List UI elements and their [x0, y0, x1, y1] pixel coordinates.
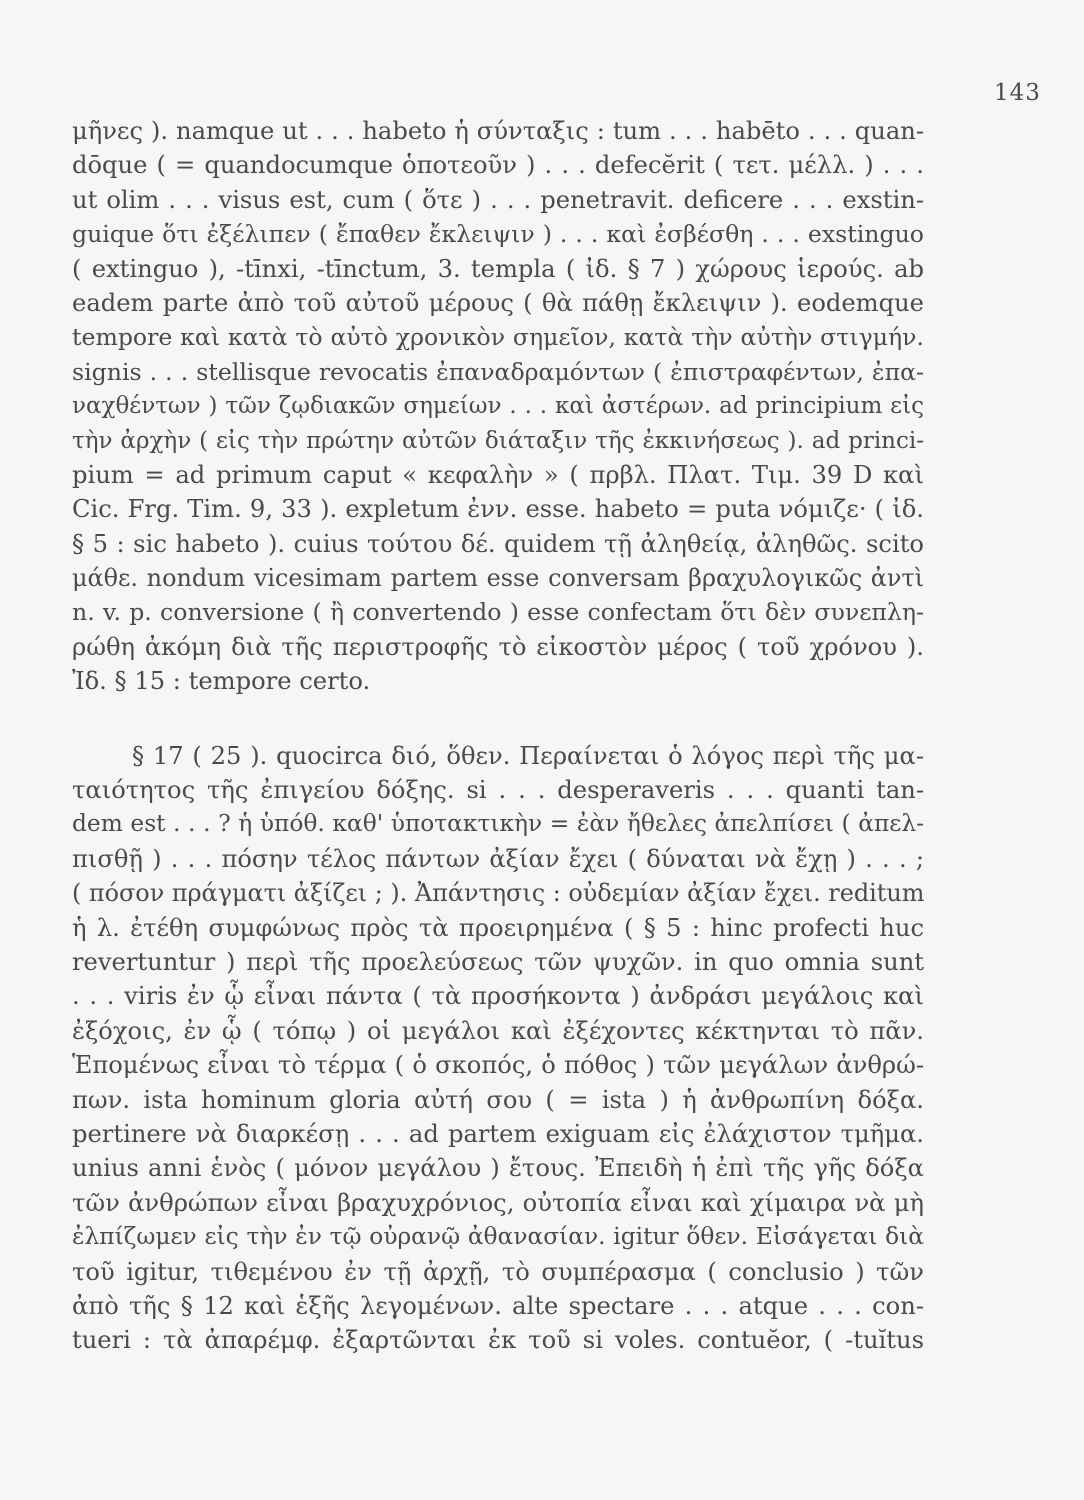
text-line: dem est . . . ? ἡ ὑπόθ. καθ' ὑποτακτικὴν = ἐὰν ἤθελες ἀπελπίσει ( ἀπελ-: [72, 810, 924, 838]
text-line: . . . viris ἐν ᾧ εἶναι πάντα ( τὰ προσήκοντα ) ἀνδράσι μεγάλοις καὶ: [72, 982, 924, 1011]
text-line: eadem parte ἀπὸ τοῦ αὐτοῦ μέρους ( θὰ πάθῃ ἔκλειψιν ). eodemque: [72, 288, 924, 317]
paragraph-1: [72, 114, 924, 699]
text-line: § 5 : sic habeto ). cuius τούτου δέ. quidem τῇ ἀληθείᾳ, ἀληθῶς. scito: [72, 529, 924, 558]
text-line: signis . . . stellisque revocatis ἐπαναδραμόντων ( ἐπιστραφέντων, ἐπα-: [72, 357, 924, 386]
text-line: unius anni ἑνὸς ( μόνον μεγάλου ) ἔτους. Ἐπειδὴ ἡ ἐπὶ τῆς γῆς δόξα: [72, 1154, 924, 1183]
text-line: τοῦ igitur, τιθεμένου ἐν τῇ ἀρχῇ, τὸ συμπέρασμα ( conclusio ) τῶν: [72, 1257, 924, 1286]
text-line: Ἑπομένως εἶναι τὸ τέρμα ( ὁ σκοπός, ὁ πόθος ) τῶν μεγάλων ἀνθρώ-: [72, 1051, 924, 1080]
text-line: ἐξόχοις, ἐν ᾧ ( τόπῳ ) οἱ μεγάλοι καὶ ἐξέχοντες κέκτηνται τὸ πᾶν.: [72, 1016, 924, 1045]
text-line: Cic. Frg. Tim. 9, 33 ). expletum ἐνν. esse. habeto = puta νόμιζε· ( ἰδ.: [72, 495, 924, 524]
text-line: ἐλπίζωμεν εἰς τὴν ἐν τῷ οὐρανῷ ἀθανασίαν. igitur ὅθεν. Εἰσάγεται διὰ: [72, 1223, 924, 1251]
text-line: § 17 ( 25 ). quocirca διό, ὅθεν. Περαίνεται ὁ λόγος περὶ τῆς μα-: [132, 741, 924, 770]
text-line: dōque ( = quandocumque ὁποτεοῦν ) . . . defecĕrit ( τετ. μέλλ. ) . . .: [72, 151, 924, 180]
page-number: 143: [994, 80, 1041, 106]
commentary-text: [72, 114, 924, 1358]
text-line: ναχθέντων ) τῶν ζῳδιακῶν σημείων . . . καὶ ἀστέρων. ad principium εἰς: [72, 393, 924, 420]
text-line: tueri : τὰ ἀπαρέμφ. ἐξαρτῶνται ἐκ τοῦ si voles. contuĕor, ( -tuĭtus: [72, 1326, 924, 1355]
text-line: ( πόσον πράγματι ἀξίζει ; ). Ἀπάντησις : οὐδεμίαν ἀξίαν ἔχει. reditum: [72, 879, 925, 908]
text-line: πισθῇ ) . . . πόσην τέλος πάντων ἀξίαν ἔχει ( δύναται νὰ ἔχῃ ) . . . ;: [72, 844, 924, 873]
text-line: μάθε. nondum vicesimam partem esse conversam βραχυλογικῶς ἀντὶ: [72, 564, 924, 593]
text-line: πων. ista hominum gloria αὐτή σου ( = ista ) ἡ ἀνθρωπίνη δόξα.: [72, 1085, 924, 1114]
text-line: ρώθη ἀκόμη διὰ τῆς περιστροφῆς τὸ εἰκοστὸν μέρος ( τοῦ χρόνου ).: [72, 632, 924, 661]
paragraph-gap: [72, 699, 924, 739]
text-line: ἡ λ. ἐτέθη συμφώνως πρὸς τὰ προειρημένα ( § 5 : hinc profecti huc: [72, 913, 924, 942]
text-line: ut olim . . . visus est, cum ( ὅτε ) . . . penetravit. deficere . . . exstin-: [72, 185, 924, 214]
text-line: tempore καὶ κατὰ τὸ αὐτὸ χρονικὸν σημεῖον, κατὰ τὴν αὐτὴν στιγμήν.: [72, 323, 924, 352]
text-line: pium = ad primum caput « κεφαλὴν » ( πρβλ. Πλατ. Τιμ. 39 D καὶ: [72, 460, 924, 489]
text-line: Ἰδ. § 15 : tempore certo.: [72, 667, 371, 696]
text-line: guique ὅτι ἐξέλιπεν ( ἔπαθεν ἔκλειψιν ) . . . καὶ ἐσβέσθη . . . exstinguo: [72, 220, 924, 249]
paragraph-2: [72, 739, 924, 1358]
text-line: revertuntur ) περὶ τῆς προελεύσεως τῶν ψυχῶν. in quo omnia sunt: [72, 947, 924, 976]
text-line: pertinere νὰ διαρκέσῃ . . . ad partem exiguam εἰς ἐλάχιστον τμῆμα.: [72, 1119, 924, 1148]
text-line: ἀπὸ τῆς § 12 καὶ ἑξῆς λεγομένων. alte spectare . . . atque . . . con-: [72, 1291, 924, 1320]
text-line: τὴν ἀρχὴν ( εἰς τὴν πρώτην αὐτῶν διάταξιν τῆς ἐκκινήσεως ). ad princi-: [72, 427, 924, 454]
text-line: ταιότητος τῆς ἐπιγείου δόξης. si . . . desperaveris . . . quanti tan-: [72, 776, 924, 805]
text-line: τῶν ἀνθρώπων εἶναι βραχυχρόνιος, οὐτοπία εἶναι καὶ χίμαιρα νὰ μὴ: [72, 1188, 924, 1217]
text-line: ( extinguo ), -tīnxi, -tīnctum, 3. templa ( ἰδ. § 7 ) χώρους ἱερούς. ab: [72, 254, 924, 283]
text-line: n. v. p. conversione ( ἢ convertendo ) esse confectam ὅτι δὲν συνεπλη-: [72, 598, 924, 627]
text-line: μῆνες ). namque ut . . . habeto ἡ σύνταξις : tum . . . habēto . . . quan-: [72, 117, 924, 145]
